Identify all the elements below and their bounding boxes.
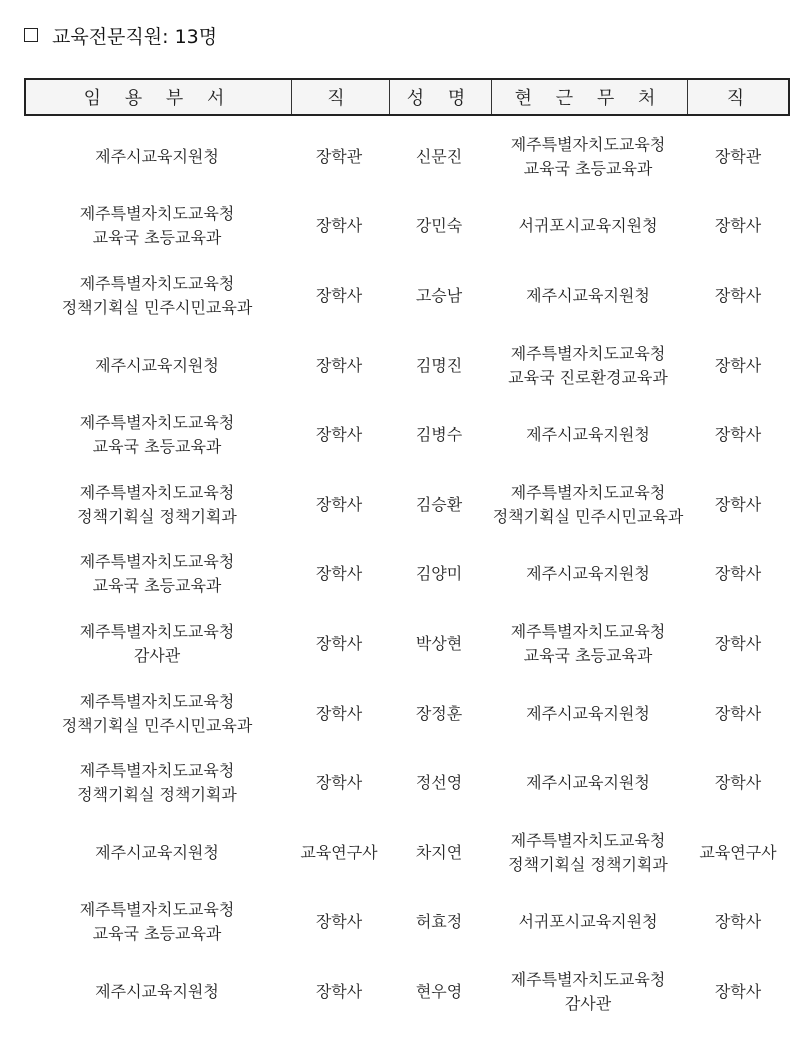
- cell-position: 장학사: [315, 216, 363, 236]
- cell-current-position: 장학관: [714, 146, 762, 166]
- cell-current-workplace: 제주시교육지원청: [526, 703, 650, 723]
- header-current-workplace: 현 근 무 처: [492, 80, 688, 114]
- cell-current-workplace: 제주특별자치도교육청 교육국 초등교육과: [510, 621, 666, 665]
- cell-current-workplace: 제주시교육지원청: [526, 425, 650, 445]
- table-header: [24, 78, 790, 116]
- table-row: [24, 470, 790, 540]
- cell-name: 강민숙: [415, 216, 463, 236]
- cell-current-workplace: 제주시교육지원청: [526, 773, 650, 793]
- cell-appointed-department: 제주시교육지원청: [95, 146, 219, 166]
- cell-position: 장학사: [315, 494, 363, 514]
- cell-current-position: 장학사: [714, 912, 762, 932]
- cell-current-workplace: 제주특별자치도교육청 교육국 진로환경교육과: [508, 343, 668, 387]
- cell-current-workplace: 서귀포시교육지원청: [518, 912, 658, 932]
- cell-appointed-department: 제주시교육지원청: [95, 981, 219, 1001]
- cell-appointed-department: 제주특별자치도교육청 교육국 초등교육과: [79, 413, 235, 457]
- cell-name: 정선영: [415, 773, 463, 793]
- cell-name: 현우영: [415, 981, 463, 1001]
- header-appointed-department: 임 용 부 서: [26, 80, 292, 114]
- cell-name: 차지연: [415, 842, 463, 862]
- table-row: [24, 748, 790, 818]
- cell-position: 장학사: [315, 633, 363, 653]
- table-body: [24, 122, 790, 1027]
- cell-position: 장학관: [315, 146, 363, 166]
- cell-name: 김승환: [415, 494, 463, 514]
- cell-appointed-department: 제주특별자치도교육청 교육국 초등교육과: [79, 552, 235, 596]
- cell-name: 장정훈: [415, 703, 463, 723]
- cell-current-workplace: 제주특별자치도교육청 감사관: [510, 969, 666, 1013]
- cell-name: 김양미: [415, 564, 463, 584]
- cell-position: 장학사: [315, 285, 363, 305]
- table-row: [24, 261, 790, 331]
- cell-appointed-department: 제주특별자치도교육청 교육국 초등교육과: [79, 204, 235, 248]
- header-current-position: 직: [726, 88, 754, 109]
- cell-current-workplace: 제주특별자치도교육청 정책기획실 민주시민교육과: [492, 482, 684, 526]
- cell-appointed-department: 제주특별자치도교육청 정책기획실 정책기획과: [77, 482, 237, 526]
- cell-name: 신문진: [415, 146, 463, 166]
- cell-position: 장학사: [315, 564, 363, 584]
- table-row: [24, 122, 790, 192]
- section-heading: [24, 20, 217, 50]
- cell-appointed-department: 제주특별자치도교육청 교육국 초등교육과: [79, 900, 235, 944]
- cell-current-position: 장학사: [714, 633, 762, 653]
- checkbox-square-icon: [24, 28, 38, 42]
- cell-appointed-department: 제주시교육지원청: [95, 842, 219, 862]
- table-row: [24, 957, 790, 1027]
- cell-position: 장학사: [315, 912, 363, 932]
- table-row: [24, 609, 790, 679]
- cell-current-workplace: 제주특별자치도교육청 정책기획실 정책기획과: [508, 830, 668, 874]
- cell-name: 박상현: [415, 633, 463, 653]
- cell-appointed-department: 제주특별자치도교육청 정책기획실 정책기획과: [77, 761, 237, 805]
- cell-current-workplace: 제주시교육지원청: [526, 285, 650, 305]
- cell-position: 장학사: [315, 355, 363, 375]
- table-row: [24, 888, 790, 958]
- cell-current-position: 장학사: [714, 981, 762, 1001]
- cell-name: 김명진: [415, 355, 463, 375]
- cell-current-workplace: 제주시교육지원청: [526, 564, 650, 584]
- cell-current-position: 장학사: [714, 564, 762, 584]
- cell-current-position: 장학사: [714, 216, 762, 236]
- cell-position: 장학사: [315, 773, 363, 793]
- header-name: 성 명: [390, 80, 492, 114]
- cell-appointed-department: 제주특별자치도교육청 정책기획실 민주시민교육과: [61, 273, 253, 317]
- cell-current-position: 장학사: [714, 355, 762, 375]
- cell-appointed-department: 제주특별자치도교육청 정책기획실 민주시민교육과: [61, 691, 253, 735]
- table-row: [24, 400, 790, 470]
- table-row: [24, 540, 790, 610]
- cell-position: 장학사: [315, 425, 363, 445]
- cell-current-workplace: 제주특별자치도교육청 교육국 초등교육과: [510, 134, 666, 178]
- staff-table: [24, 78, 790, 1027]
- cell-appointed-department: 제주시교육지원청: [95, 355, 219, 375]
- cell-position: 장학사: [315, 703, 363, 723]
- table-row: [24, 679, 790, 749]
- cell-current-position: 장학사: [714, 425, 762, 445]
- cell-name: 김병수: [415, 425, 463, 445]
- cell-name: 허효정: [415, 912, 463, 932]
- cell-current-position: 장학사: [714, 285, 762, 305]
- cell-current-position: 장학사: [714, 773, 762, 793]
- table-row: [24, 331, 790, 401]
- cell-name: 고승남: [415, 285, 463, 305]
- table-row: [24, 192, 790, 262]
- header-position: 직: [292, 80, 390, 114]
- cell-current-position: 장학사: [714, 703, 762, 723]
- table-row: [24, 818, 790, 888]
- cell-position: 장학사: [315, 981, 363, 1001]
- cell-current-position: 교육연구사: [699, 842, 777, 862]
- cell-appointed-department: 제주특별자치도교육청 감사관: [79, 621, 235, 665]
- cell-position: 교육연구사: [300, 842, 378, 862]
- cell-current-workplace: 서귀포시교육지원청: [518, 216, 658, 236]
- cell-current-position: 장학사: [714, 494, 762, 514]
- section-heading-text: 교육전문직원: 13명: [52, 25, 218, 48]
